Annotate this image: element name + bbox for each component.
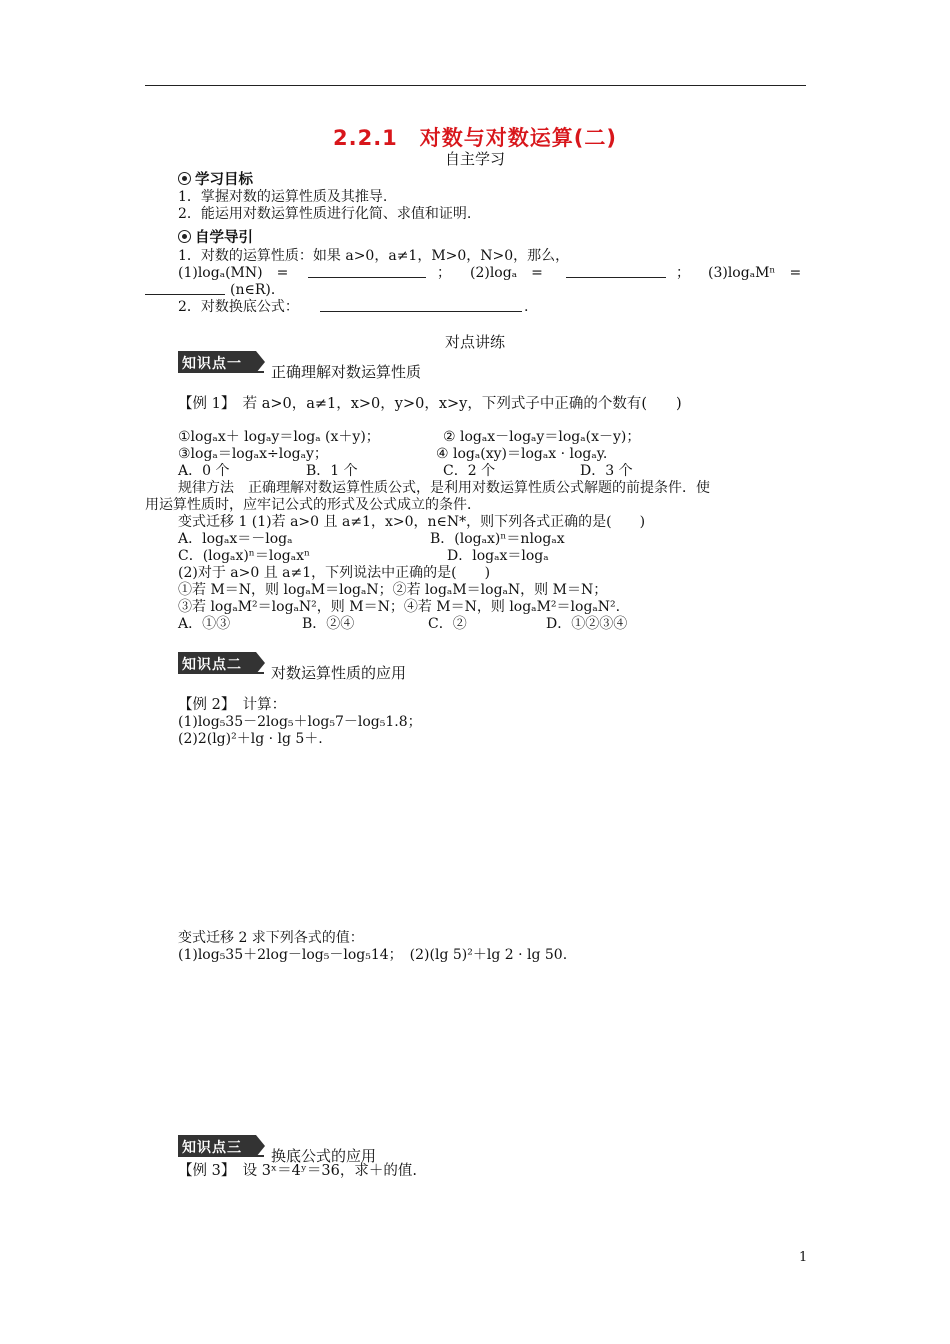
bullseye-icon: [178, 172, 191, 185]
variant-1-opt-c: C．②: [428, 616, 467, 632]
example-2-q1: (1)log₅35－2log₅＋log₅7－log₅1.8；: [178, 714, 422, 730]
guide-heading: 自学导引: [178, 226, 253, 247]
page-title: 2.2.1 对数与对数运算(二): [333, 126, 617, 150]
change-base-label: 2．对数换底公式：: [178, 299, 299, 315]
example-2-q2: (2)2(lg)²＋lg · lg 5＋.: [178, 731, 323, 747]
variant-1-option-b: B．(logₐx)ⁿ＝nlogₐx: [430, 531, 565, 547]
variant-1-part-2: (2)对于 a>0 且 a≠1，下列说法中正确的是( ): [178, 565, 491, 581]
knowledge-badge-3: 知识点三: [178, 1135, 264, 1157]
knowledge-title-1: 正确理解对数运算性质: [271, 363, 422, 381]
variant-1-opt-b: B．②④: [302, 616, 355, 632]
variant-1-statements-a: ①若 M＝N，则 logₐM＝logₐN；②若 logₐM＝logₐN，则 M＝N；: [178, 582, 608, 598]
knowledge-badge-2: 知识点二: [178, 652, 264, 674]
knowledge-title-3: 换底公式的应用: [271, 1147, 377, 1165]
page-subtitle: 自主学习: [444, 150, 505, 168]
change-base-blank[interactable]: [320, 299, 522, 312]
method-line-1: 规律方法 正确理解对数运算性质公式，是利用对数运算性质公式解题的前提条件．使: [178, 480, 710, 496]
formula-2-label: (2)logₐ =: [470, 265, 543, 281]
bullseye-icon: [178, 230, 191, 243]
guide-line-1: 1．对数的运算性质：如果 a>0，a≠1，M>0，N>0，那么，: [178, 248, 570, 264]
statement-2: ② logₐx－logₐy＝logₐ(x－y)；: [443, 429, 641, 445]
objectives-heading: 学习目标: [178, 168, 253, 189]
objective-item: 2．能运用对数运算性质进行化简、求值和证明.: [178, 206, 472, 222]
knowledge-title-2: 对数运算性质的应用: [271, 664, 407, 682]
formula-1-end: ；: [437, 265, 451, 281]
formula-3-label: (3)logₐMⁿ =: [708, 265, 802, 281]
variant-1: 变式迁移 1 (1)若 a>0 且 a≠1，x>0，n∈N*，则下列各式正确的是( ): [178, 514, 646, 530]
option-a: A．0 个: [178, 463, 230, 479]
formula-3-cont: (n∈R)．: [230, 282, 285, 298]
variant-2-questions: (1)log₅35＋2log－log₅－log₅14； (2)(lg 5)²＋lg 2 · lg 50.: [178, 947, 568, 963]
formula-3-blank[interactable]: [145, 282, 225, 295]
variant-1-opt-d: D．①②③④: [546, 616, 628, 632]
formula-1-label: (1)logₐ(MN) =: [178, 265, 289, 281]
option-b: B．1 个: [306, 463, 358, 479]
page-number: 1: [799, 1250, 808, 1265]
section-title: 对点讲练: [444, 333, 505, 351]
example-3: 【例 3】 设 3ˣ＝4ʸ＝36，求＋的值.: [178, 1163, 417, 1179]
statement-1: ①logₐx＋ logₐy＝logₐ (x＋y)；: [178, 429, 380, 445]
variant-1-opt-a: A．①③: [178, 616, 231, 632]
example-1: 【例 1】 若 a>0，a≠1，x>0，y>0，x>y，下列式子中正确的个数有( ): [178, 396, 682, 412]
formula-2-blank[interactable]: [566, 265, 666, 278]
variant-1-option-d: D．logₐx＝logₐ: [447, 548, 549, 564]
formula-1-blank[interactable]: [308, 265, 426, 278]
statement-4: ④ logₐ(xy)＝logₐx · logₐy.: [436, 446, 608, 462]
knowledge-badge-1: 知识点一: [178, 351, 264, 373]
option-d: D．3 个: [580, 463, 633, 479]
variant-1-option-c: C．(logₐx)ⁿ＝logₐxⁿ: [178, 548, 311, 564]
method-line-2: 用运算性质时，应牢记公式的形式及公式成立的条件．: [145, 497, 481, 513]
statement-3: ③logₐ＝logₐx÷logₐy；: [178, 446, 328, 462]
objective-item: 1．掌握对数的运算性质及其推导.: [178, 189, 388, 205]
option-c: C．2 个: [443, 463, 496, 479]
example-2: 【例 2】 计算：: [178, 697, 287, 713]
variant-1-option-a: A．logₐx＝－logₐ: [178, 531, 293, 547]
variant-2: 变式迁移 2 求下列各式的值：: [178, 930, 364, 946]
change-base-end: .: [524, 299, 529, 315]
variant-1-statements-b: ③若 logₐM²＝logₐN²，则 M＝N；④若 M＝N，则 logₐM²＝logₐN².: [178, 599, 621, 615]
formula-2-end: ；: [676, 265, 690, 281]
header-rule: [145, 85, 806, 86]
